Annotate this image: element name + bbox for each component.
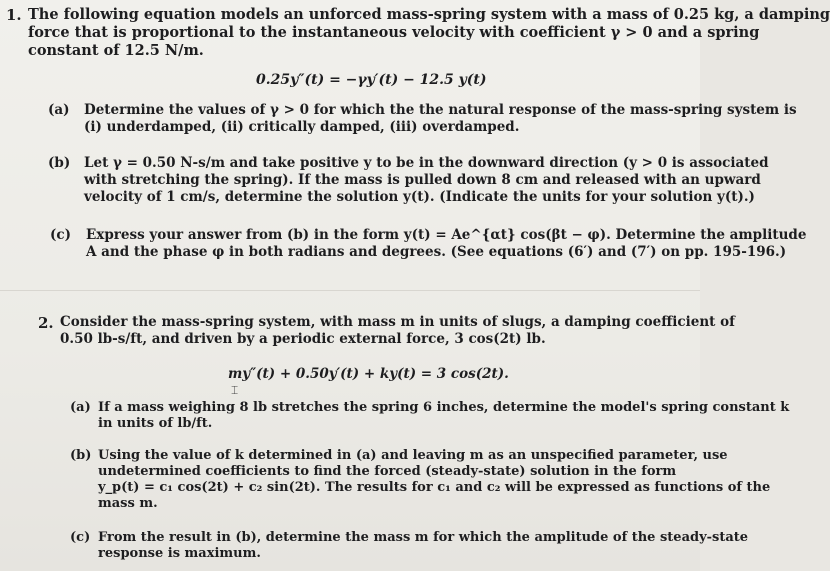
problem-2-part-b-line-1: Using the value of k determined in (a) and leaving m as an unspecified parameter, use (98, 448, 728, 463)
problem-2-number: 2. (38, 314, 54, 332)
problem-2-part-a-line-2: in units of lb/ft. (98, 416, 213, 431)
problem-1-equation: 0.25y″(t) = −γy′(t) − 12.5 y(t) (256, 72, 487, 88)
problem-1-line-1: The following equation models an unforced mass-spring system with a mass of 0.25 kg, a damping (28, 6, 830, 23)
problem-1-part-c-label: (c) (50, 227, 71, 243)
problem-2-part-a-label: (a) (70, 400, 91, 415)
problem-1-part-b-line-3: velocity of 1 cm/s, determine the solution y(t). (Indicate the units for your solution y(t).) (84, 189, 755, 205)
problem-1-part-b-line-2: with stretching the spring). If the mass is pulled down 8 cm and released with an upward (84, 172, 761, 188)
problem-1-part-a-line-2: (i) underdamped, (ii) critically damped, (iii) overdamped. (84, 119, 520, 135)
problem-2-equation: my″(t) + 0.50y′(t) + ky(t) = 3 cos(2t). (228, 366, 509, 382)
problem-2-part-b-line-3: y_p(t) = c₁ cos(2t) + c₂ sin(2t). The results for c₁ and c₂ will be expressed as functions of the (98, 480, 771, 495)
problem-2-part-c-label: (c) (70, 530, 91, 545)
problem-1-number: 1. (6, 6, 22, 24)
problem-2-part-c-line-1: From the result in (b), determine the mass m for which the amplitude of the steady-state (98, 530, 749, 545)
problem-1-part-a-line-1: Determine the values of γ > 0 for which the the natural response of the mass-spring system is (84, 102, 797, 118)
problem-1-part-a-label: (a) (48, 102, 70, 118)
problem-1-line-3: constant of 12.5 N/m. (28, 42, 204, 59)
problem-1-line-2: force that is proportional to the instantaneous velocity with coefficient γ > 0 and a spring (28, 24, 760, 41)
problem-1-part-b-line-1: Let γ = 0.50 N-s/m and take positive y to be in the downward direction (y > 0 is associated (84, 155, 769, 171)
problem-2-line-2: 0.50 lb-s/ft, and driven by a periodic external force, 3 cos(2t) lb. (60, 331, 546, 347)
text-cursor-icon: ⌶ (231, 383, 239, 397)
problem-2-part-b-line-2: undetermined coefficients to find the forced (steady-state) solution in the form (98, 464, 677, 479)
problem-1-part-b-label: (b) (48, 155, 71, 171)
problem-2-part-a-line-1: If a mass weighing 8 lb stretches the spring 6 inches, determine the model's spring constant k (98, 400, 790, 415)
section-divider (0, 290, 700, 291)
problem-1-part-c-line-2: A and the phase φ in both radians and degrees. (See equations (6′) and (7′) on pp. 195-196.) (86, 244, 787, 260)
problem-2-part-b-label: (b) (70, 448, 92, 463)
problem-1-part-c-line-1: Express your answer from (b) in the form y(t) = Ae^{αt} cos(βt − φ). Determine the amplitude (86, 227, 807, 243)
problem-2-part-c-line-2: response is maximum. (98, 546, 261, 561)
problem-2-part-b-line-4: mass m. (98, 496, 158, 511)
problem-2-line-1: Consider the mass-spring system, with mass m in units of slugs, a damping coefficient of (60, 314, 735, 330)
